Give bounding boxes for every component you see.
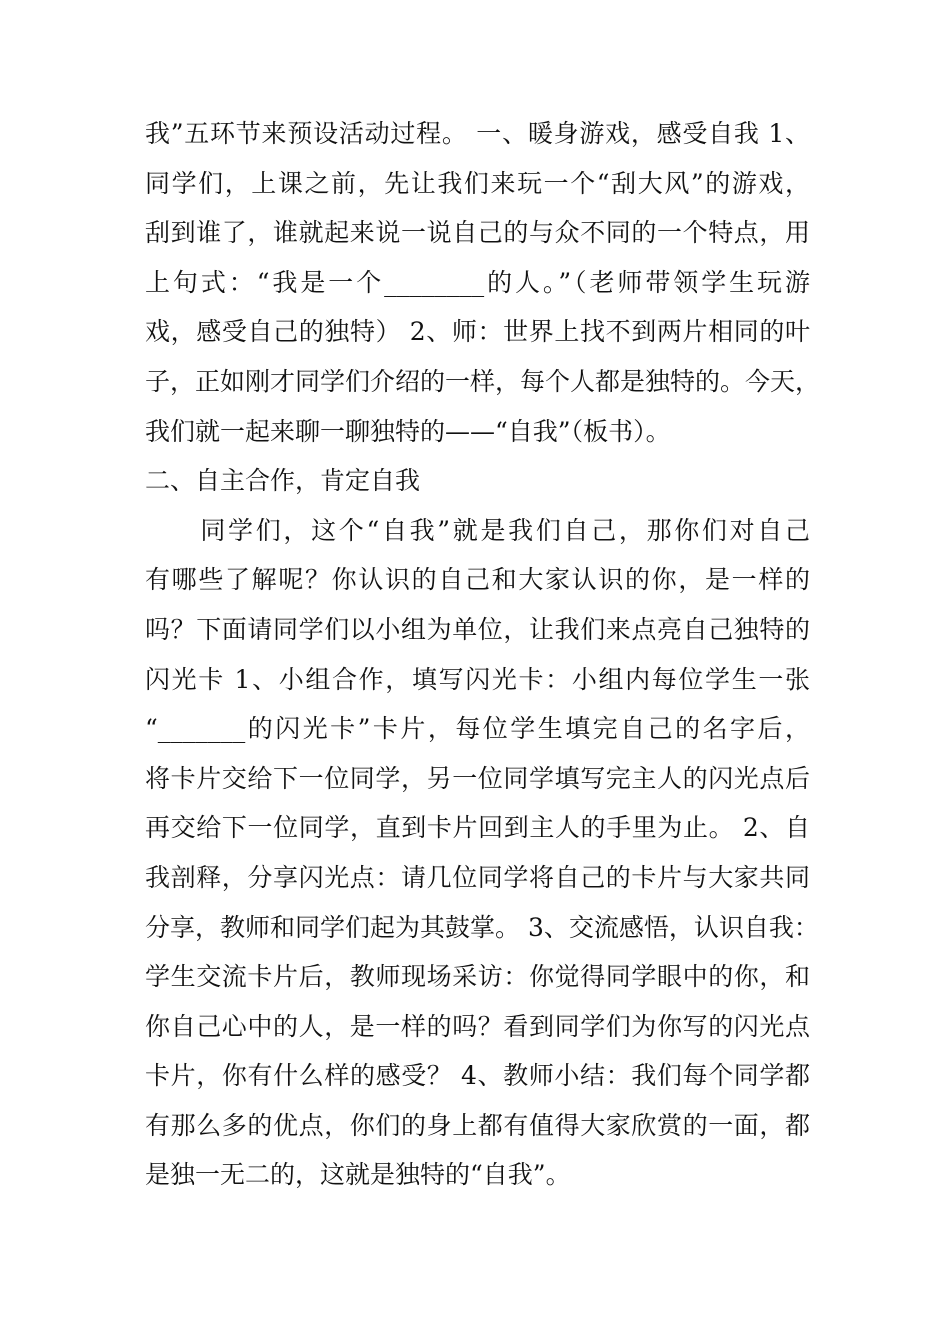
text-line: 将卡片交给下一位同学，另一位同学填写完主人的闪光点后 bbox=[145, 763, 810, 793]
text-line: 是独一无二的，这就是独特的“自我”。 bbox=[145, 1160, 571, 1190]
text-line: 戏，感受自己的独特） 2、师：世界上找不到两片相同的叶 bbox=[145, 317, 810, 347]
text-line: 同学们，这个“自我”就是我们自己，那你们对自己 bbox=[145, 515, 810, 545]
text-line: 子，正如刚才同学们介绍的一样，每个人都是独特的。今天， bbox=[145, 366, 821, 396]
text-line: 闪光卡 1、小组合作，填写闪光卡：小组内每位学生一张 bbox=[145, 664, 810, 694]
text-line: 学生交流卡片后，教师现场采访：你觉得同学眼中的你，和 bbox=[145, 962, 810, 992]
text-line: 你自己心中的人，是一样的吗？看到同学们为你写的闪光点 bbox=[145, 1011, 810, 1041]
text-line: 有那么多的优点，你们的身上都有值得大家欣赏的一面，都 bbox=[145, 1110, 810, 1140]
text-line: “_______的闪光卡”卡片，每位学生填完自己的名字后， bbox=[145, 714, 810, 744]
text-line: 刮到谁了，谁就起来说一说自己的与众不同的一个特点，用 bbox=[145, 218, 810, 248]
text-line: 上句式：“我是一个________的人。”（老师带领学生玩游 bbox=[145, 267, 810, 297]
section-heading: 二、自主合作，肯定自我 bbox=[145, 466, 421, 496]
text-line: 吗？下面请同学们以小组为单位，让我们来点亮自己独特的 bbox=[145, 614, 810, 644]
text-line: 分享，教师和同学们起为其鼓掌。 3、交流感悟，认识自我： bbox=[145, 912, 819, 942]
text-line: 有哪些了解呢？你认识的自己和大家认识的你，是一样的 bbox=[145, 565, 810, 595]
document-body bbox=[145, 109, 821, 1200]
text-line: 卡片，你有什么样的感受？ 4、教师小结：我们每个同学都 bbox=[145, 1061, 810, 1091]
text-line: 我”五环节来预设活动过程。 一、暖身游戏，感受自我 1、 bbox=[145, 119, 810, 148]
text-line: 我们就一起来聊一聊独特的——“自我”（板书）。 bbox=[145, 416, 671, 446]
text-line: 再交给下一位同学，直到卡片回到主人的手里为止。 2、自 bbox=[145, 813, 810, 843]
text-line: 同学们，上课之前，先让我们来玩一个“刮大风”的游戏， bbox=[145, 168, 810, 198]
text-line: 我剖释，分享闪光点：请几位同学将自己的卡片与大家共同 bbox=[145, 862, 810, 892]
